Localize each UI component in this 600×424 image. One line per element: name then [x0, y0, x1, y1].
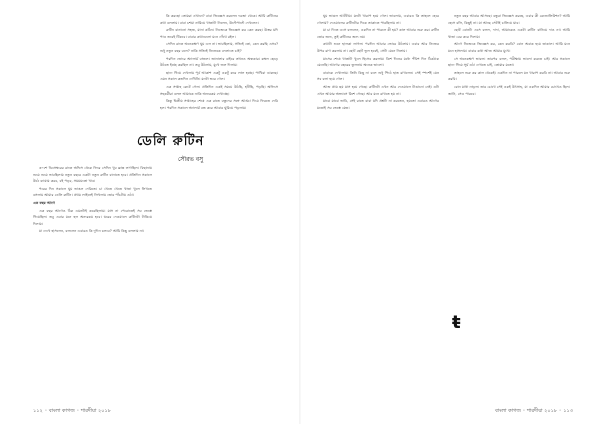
left-column-2: [160, 13, 278, 408]
body-paragraph: এক বছর আগেও ঠিক এমনটাই করেছিলাম। মাস না পেরোতেই সব ভেস্তে গিয়েছিল। তবু এবার মনে হল অন্যরকম হবে। ঘরের দেওয়ালে রুটিনটা টাঙিয়ে দিলাম।: [33, 208, 152, 226]
article-title: ডেলি রুটিন: [137, 134, 205, 149]
body-paragraph: নতুন বছর আবার আসছে। বন্ধুরা জিজ্ঞেস করছে, এবার কী রেজোলিউশন? আমি হেসে বলি, কিছুই না। যা আছে সেটাই চালিয়ে যাব।: [448, 14, 570, 25]
body-paragraph: ঘুম ভাঙল আটটায়। মনটা খারাপ হয়ে গেল। ভাবলাম, এবারও কি তাহলে হেরে গেলাম? দেওয়ালের রুটিনটার দিকে তাকাতে পারছিলাম না।: [317, 14, 439, 25]
body-paragraph: সে অনেকক্ষণ ভাবল। তারপর বলল, পরীক্ষায় ভালো করতে চাই। আর সকালে ছাদে গিয়ে সূর্য ওঠা দেখতে চাই, তোমার মতো।: [448, 56, 570, 68]
body-paragraph: কি করছো তোমরা এখানে? বাবা জিজ্ঞেস করলেন দরজা থেকে। আমি রুটিনের কথা বললাম। বাবা চশমা নামিয়ে খাতাটা নিলেন, উল্টেপাল্টে দেখলেন।: [160, 14, 278, 25]
body-paragraph: সেদিন রাতে অনেকক্ষণ ঘুম এল না। ভাবছিলাম, সত্যিই তো, কেন করছি এসব? শুধু নতুন বছর বলে? নাকি সত্যিই নিজেকে বদলাতে চাই?: [160, 42, 278, 53]
article-byline: সৌরভ বসু: [178, 156, 204, 163]
body-paragraph: ছোট বোনটা এসে বলল, দাদা, আমাকেও একটা রুটিন বানিয়ে দাও না। আমি খাতা বের করে দিলাম।: [448, 28, 570, 39]
body-paragraph: ৩০শে ডিসেম্বরের রাতে অফিস থেকে ফিরে সেদিন খুব ক্লান্ত লাগছিল। বিছানায় শুয়ে শুয়ে ভাবছিলাম নতুন বছরে একটা নতুন রুটিন বানাতে হবে। প্রতিদিন সকালে উঠে ব্যায়াম করব, বই পড়ব, সময়মতো খাব।: [33, 166, 152, 184]
body-paragraph: মা চা দিতে এসে বললেন, একদিন না পারলে কী হয়? কাল আবার শুরু কর। রুটিন তোর জন্য, তুই রুটিনের জন্য নয়।: [317, 28, 439, 39]
left-folio: ১১২ ◦ বাংলা কাগজ ◦ শারদীয়া ২০১৮: [33, 408, 112, 414]
body-paragraph: বোন মাথা নাড়ল। তার চোখে সেই একই উৎসাহ, যা একদিন আমার চোখেও ছিল। জানি, সেও পারবে।: [448, 84, 570, 96]
body-paragraph: কথাটা শুনে হালকা লাগল। পরদিন আবার ভোরে উঠলাম। এবার আর নিজের উপর রাগ করলাম না। ছোট ছোট ভুল হবেই, সেটা মেনে নিলাম।: [317, 42, 439, 53]
body-paragraph: মা দেখে হাসলেন, বললেন এবারও কি দুদিন চলবে? আমি কিছু বললাম না।: [39, 229, 145, 234]
body-paragraph: ছাদে গিয়ে দেখলাম পূর্ব আকাশ একটু একটু করে লাল হচ্ছে। পাখিরা ডাকছে। এমন সকাল কতদিন দেখিনি। মনটা ভরে গেল।: [160, 70, 278, 82]
body-paragraph: পরের দিন সকালে ঘুম ভাঙল দেরিতে। চা খেতে খেতে খাতা খুলে লিখতে বসলাম আমার ডেলি রুটিন। প্রথম লাইনেই লিখলাম ভোর পাঁচটায় ওঠা।: [33, 186, 152, 198]
body-paragraph: রুটিন বানানো সহজ, মানা কঠিন। নিজেকে জিজ্ঞেস কর কেন করছ। উত্তর যদি পাও তবেই টিকবে। বাবার কথাগুলো মনে গেঁথে রইল।: [160, 28, 278, 39]
right-folio: বাংলা কাগজ ◦ শারদীয়া ২০১৮ ◦ ১১৩: [495, 408, 574, 414]
body-paragraph: কিন্তু দ্বিতীয় সপ্তাহের শেষে এক রাতে বন্ধুদের সঙ্গে আড্ডা দিয়ে ফিরতে দেরি হল। পরদিন সকালে অ্যালার্ম বন্ধ করে আবার ঘুমিয়ে পড়লাম।: [160, 99, 278, 110]
body-paragraph: আগে নিজেকে জিজ্ঞেস কর, কেন করবি? বোন অবাক হয়ে তাকাল। আমি মনে মনে হাসলাম। বাবার কথা আজ আমার মুখে।: [448, 42, 570, 53]
body-paragraph: মাসের শেষে খাতাটা খুলে হিসেব করলাম। ত্রিশ দিনের মধ্যে পঁচিশ দিন ঠিকঠাক মেনেছি। আগের বছরের তুলনায় অনেক ভালো।: [317, 56, 439, 68]
right-column-1: [317, 13, 439, 398]
decorative-glyph: ŧ: [452, 312, 461, 333]
body-paragraph: পরদিন ভোরে অ্যালার্ম বাজল। জানালার বাইরে তখনও অন্ধকার। কম্বল ছেড়ে উঠতে ইচ্ছে করছিল না। তবু উঠলাম, মুখে জল দিলাম।: [160, 56, 278, 68]
body-paragraph: এক সপ্তাহ কেটে গেল। প্রতিদিন একই সময়ে উঠছি, হাঁটছি, পড়ছি। অফিসে সহকর্মীরা বলল আমাকে নাকি অন্যরকম দেখাচ্ছে।: [160, 84, 278, 96]
right-page: [300, 0, 600, 424]
body-paragraph: আজ প্রায় ছয় মাস হয়ে গেছে। রুটিনটা এখন আর দেওয়ালে টাঙানো নেই। ওটা এখন আমার অভ্যাসে মিশে গেছে। আর মনে রাখতে হয় না।: [317, 84, 439, 96]
right-column-2: [448, 13, 570, 271]
body-paragraph: বাবাকে দেখালাম। তিনি কিছু না বলে শুধু পিঠে হাত রাখলেন। সেই স্পর্শেই যেন সব বলা হয়ে গেল।: [317, 70, 439, 82]
subheading: এক বছর আগে: [33, 200, 55, 205]
body-paragraph: মাঝে মাঝে ভাবি, সেই রাতে বাবা যদি প্রশ্নটা না করতেন, হয়তো এবারও আগের মতোই সব ভেস্তে যেত।: [317, 99, 439, 110]
left-column-1: [33, 165, 152, 411]
body-paragraph: তাহলে শুরু কর কাল থেকেই। একদিন না পারলে মন খারাপ করবি না। আবার শুরু করবি।: [448, 70, 570, 82]
